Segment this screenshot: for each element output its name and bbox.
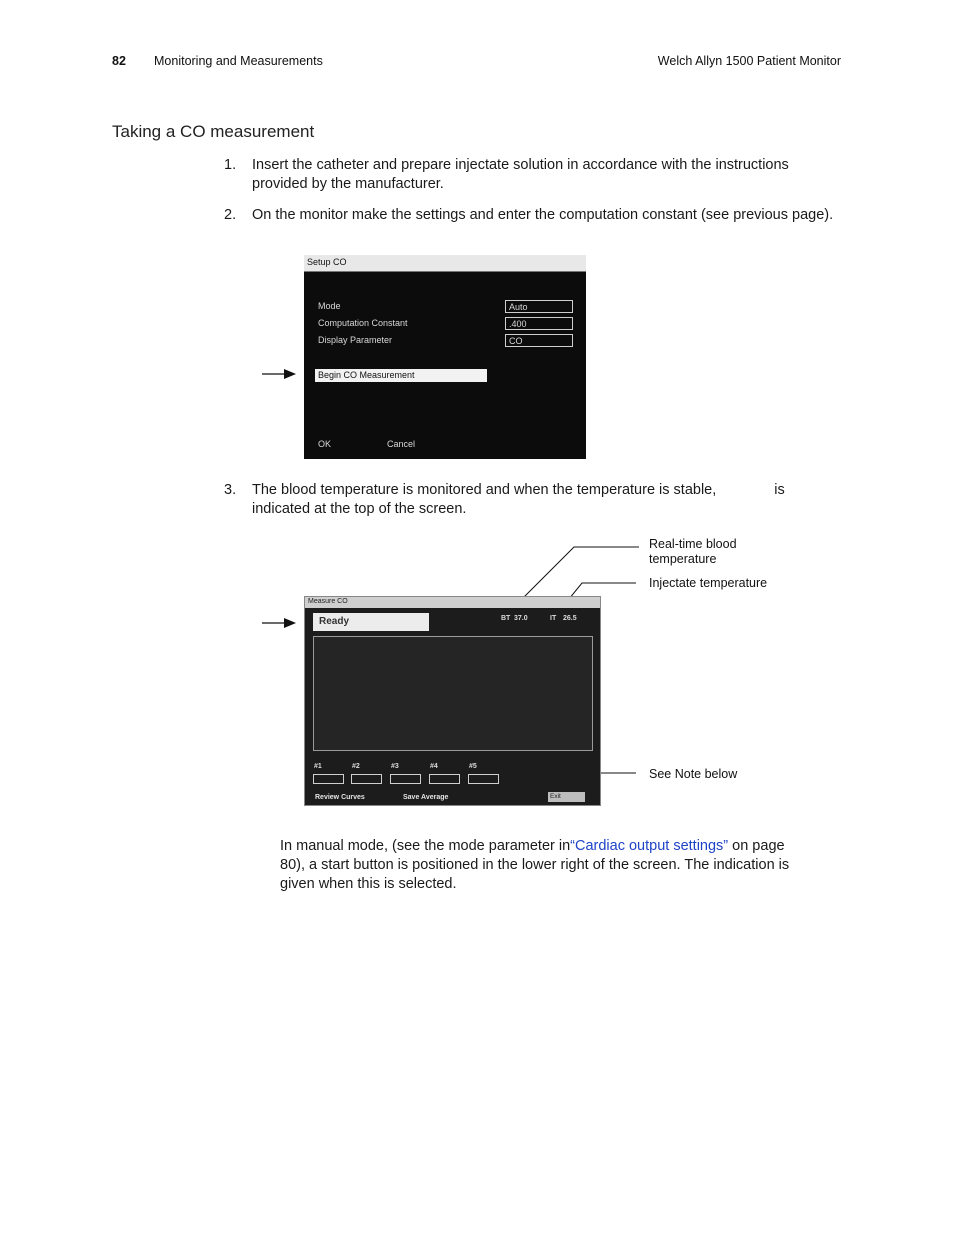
arrow-right-icon bbox=[262, 616, 298, 630]
step-number: 2. bbox=[224, 207, 237, 223]
setup-co-titlebar bbox=[304, 255, 586, 272]
step-2 bbox=[224, 206, 836, 225]
step-3 bbox=[224, 481, 836, 519]
computation-constant-field[interactable] bbox=[505, 317, 573, 330]
callout-see-note: See Note below bbox=[649, 767, 738, 781]
step-number: 1. bbox=[224, 157, 237, 173]
measurement-slot-1[interactable] bbox=[313, 774, 344, 784]
computation-constant-label: Computation Constant bbox=[318, 318, 408, 328]
bt-label: BT bbox=[501, 615, 511, 622]
measurement-slot-3[interactable] bbox=[390, 774, 421, 784]
display-parameter-value: CO bbox=[509, 336, 523, 346]
measurement-slot-4[interactable] bbox=[429, 774, 460, 784]
setup-co-title: Setup CO bbox=[307, 257, 347, 267]
mode-field[interactable] bbox=[505, 300, 573, 313]
note-text-pre: In manual mode, (see the mode parameter in bbox=[280, 838, 571, 854]
computation-constant-value: .400 bbox=[509, 319, 527, 329]
callout-injectate-temperature: Injectate temperature bbox=[649, 576, 768, 590]
status-badge bbox=[313, 613, 429, 631]
status-text: Ready bbox=[319, 616, 350, 627]
slot-label: #2 bbox=[352, 763, 360, 770]
step-number: 3. bbox=[224, 482, 237, 498]
display-parameter-field[interactable] bbox=[505, 334, 573, 347]
measure-co-title: Measure CO bbox=[308, 598, 348, 605]
measurement-slot-5[interactable] bbox=[468, 774, 499, 784]
cancel-button[interactable]: Cancel bbox=[387, 439, 416, 449]
step-text-after: indicated at the top of the screen. bbox=[252, 501, 467, 517]
measurement-slot-2[interactable] bbox=[351, 774, 382, 784]
review-curves-button[interactable]: Review Curves bbox=[315, 794, 365, 801]
running-product-title: Welch Allyn 1500 Patient Monitor bbox=[657, 54, 841, 68]
display-parameter-label: Display Parameter bbox=[318, 335, 393, 345]
measure-co-screen bbox=[304, 596, 601, 806]
step-text bbox=[252, 481, 836, 519]
slot-label: #1 bbox=[314, 763, 322, 770]
begin-co-measurement-button[interactable] bbox=[315, 369, 487, 382]
arrow-right-icon bbox=[262, 367, 298, 381]
mode-label: Mode bbox=[318, 301, 341, 311]
ok-button[interactable]: OK bbox=[318, 439, 332, 449]
section-heading: Taking a CO measurement bbox=[112, 122, 315, 141]
step-text-before: The blood temperature is monitored and when the temperature is stable, bbox=[252, 482, 717, 498]
running-section-title: Monitoring and Measurements bbox=[154, 54, 323, 68]
callout-blood-temperature: Real-time blood temperature bbox=[649, 537, 737, 566]
slot-label: #3 bbox=[391, 763, 399, 770]
step-text-is: is bbox=[774, 482, 785, 498]
measure-co-titlebar bbox=[305, 597, 600, 608]
exit-label: Exit bbox=[550, 793, 561, 800]
it-label: IT bbox=[550, 615, 557, 622]
note-text-post: on page 80), a start button is positioned in the lower right of the screen. The indication is given when this is selected. bbox=[280, 838, 790, 892]
it-value: 26.5 bbox=[563, 615, 577, 622]
manual-mode-note bbox=[280, 837, 800, 894]
slot-label: #5 bbox=[469, 763, 477, 770]
step-text: Insert the catheter and prepare injectate solution in accordance with the instructions provided by the manufacturer. bbox=[252, 157, 789, 192]
page-number: 82 bbox=[112, 54, 126, 68]
cardiac-output-settings-link[interactable]: “Cardiac output settings” bbox=[570, 838, 729, 854]
exit-button[interactable] bbox=[548, 792, 585, 802]
mode-value: Auto bbox=[509, 302, 528, 312]
step-text: On the monitor make the settings and enter the computation constant (see previous page). bbox=[252, 207, 834, 223]
slot-label: #4 bbox=[430, 763, 438, 770]
curve-graph-area bbox=[313, 636, 593, 751]
setup-co-screen bbox=[304, 255, 586, 459]
save-average-button[interactable]: Save Average bbox=[403, 794, 449, 801]
bt-value: 37.0 bbox=[514, 615, 528, 622]
step-1 bbox=[224, 156, 836, 194]
begin-co-measurement-label: Begin CO Measurement bbox=[318, 370, 415, 380]
